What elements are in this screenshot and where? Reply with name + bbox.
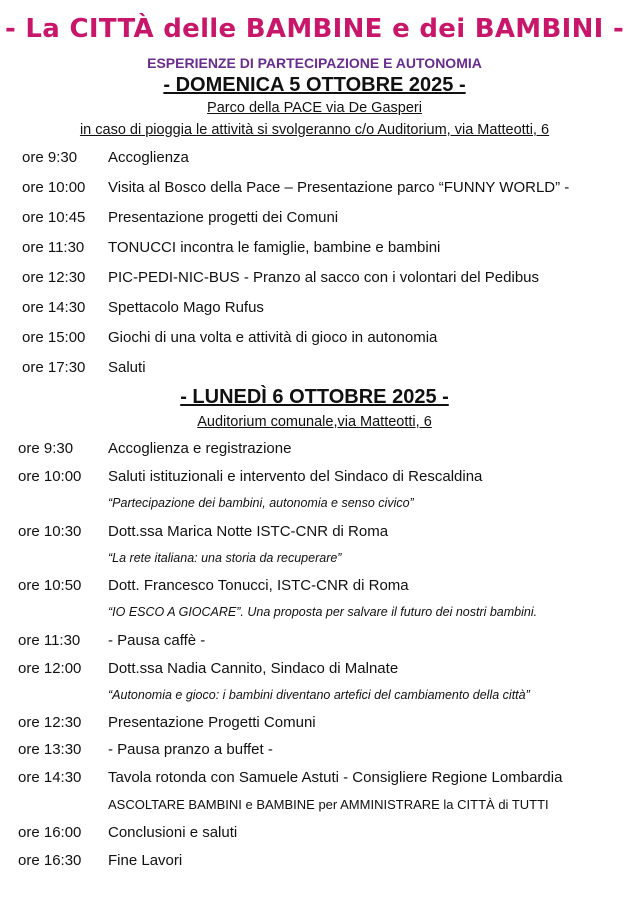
- row-activity: Accoglienza e registrazione: [108, 440, 292, 457]
- talk-subtitle: “La rete italiana: una storia da recuperare”: [108, 551, 342, 565]
- row-time: ore 9:30: [22, 149, 78, 166]
- talk-subtitle: “IO ESCO A GIOCARE”. Una proposta per salvare il futuro dei nostri bambini.: [108, 605, 538, 619]
- row-activity: TONUCCI incontra le famiglie, bambine e bambini: [108, 239, 441, 256]
- round-table-theme: ASCOLTARE BAMBINI e BAMBINE per AMMINISTRARE la CITTÀ di TUTTI: [108, 797, 549, 812]
- day2-row-8: [0, 741, 629, 761]
- day1-row-2: [0, 179, 629, 199]
- row-time: ore 12:00: [18, 660, 82, 677]
- row-activity: Accoglienza: [108, 149, 189, 166]
- row-time: ore 10:00: [22, 179, 86, 196]
- row-activity: Dott.ssa Marica Notte ISTC-CNR di Roma: [108, 523, 389, 540]
- day2-row-1: [0, 440, 629, 460]
- day2-row-9: [0, 769, 629, 789]
- row-activity: Dott.ssa Nadia Cannito, Sindaco di Malnate: [108, 660, 399, 677]
- row-time: ore 14:30: [18, 769, 82, 786]
- row-activity: Saluti istituzionali e intervento del Sindaco di Rescaldina: [108, 468, 483, 485]
- row-time: ore 17:30: [22, 359, 86, 376]
- row-time: ore 11:30: [22, 239, 85, 256]
- day2-venue: Auditorium comunale,via Matteotti, 6: [197, 414, 432, 430]
- row-time: ore 12:30: [22, 269, 86, 286]
- page-subtitle: ESPERIENZE DI PARTECIPAZIONE E AUTONOMIA: [147, 55, 482, 71]
- day1-row-3: [0, 209, 629, 229]
- row-activity: Giochi di una volta e attività di gioco in autonomia: [108, 329, 438, 346]
- row-time: ore 10:00: [18, 468, 82, 485]
- row-activity: Spettacolo Mago Rufus: [108, 299, 264, 316]
- day2-row-10: [0, 824, 629, 844]
- day1-venue: Parco della PACE via De Gasperi: [207, 100, 422, 116]
- row-time: ore 16:30: [18, 852, 82, 869]
- page-title: - La CITTÀ delle BAMBINE e dei BAMBINI -: [4, 14, 625, 44]
- day1-row-5: [0, 269, 629, 289]
- day2-heading: - LUNEDÌ 6 OTTOBRE 2025 -: [180, 386, 449, 408]
- day2-row-7: [0, 714, 629, 734]
- row-time: ore 16:00: [18, 824, 82, 841]
- day2-row-6: [0, 660, 629, 680]
- row-time: ore 10:50: [18, 577, 82, 594]
- row-time: ore 15:00: [22, 329, 86, 346]
- day1-row-1: [0, 149, 629, 169]
- row-activity: Conclusioni e saluti: [108, 824, 238, 841]
- row-time: ore 10:30: [18, 523, 82, 540]
- day2-row-4: [0, 577, 629, 597]
- day1-row-7: [0, 329, 629, 349]
- row-time: ore 9:30: [18, 440, 74, 457]
- day1-row-4: [0, 239, 629, 259]
- day1-row-8: [0, 359, 629, 379]
- row-activity: - Pausa caffè -: [108, 632, 206, 649]
- row-activity: - Pausa pranzo a buffet -: [108, 741, 273, 758]
- day2-row-5: [0, 632, 629, 652]
- talk-subtitle: “Partecipazione dei bambini, autonomia e senso civico”: [108, 496, 414, 510]
- row-time: ore 14:30: [22, 299, 86, 316]
- row-time: ore 11:30: [18, 632, 81, 649]
- row-activity: Presentazione Progetti Comuni: [108, 714, 316, 731]
- row-time: ore 10:45: [22, 209, 86, 226]
- row-activity: Visita al Bosco della Pace – Presentazione parco “FUNNY WORLD” -: [108, 179, 570, 196]
- row-activity: PIC-PEDI-NIC-BUS - Pranzo al sacco con i volontari del Pedibus: [108, 269, 540, 286]
- day1-row-6: [0, 299, 629, 319]
- day2-row-11: [0, 852, 629, 872]
- row-activity: Saluti: [108, 359, 146, 376]
- day2-row-2: [0, 468, 629, 488]
- row-time: ore 13:30: [18, 741, 82, 758]
- day1-heading: - DOMENICA 5 OTTOBRE 2025 -: [163, 74, 466, 96]
- row-activity: Fine Lavori: [108, 852, 183, 869]
- row-activity: Dott. Francesco Tonucci, ISTC-CNR di Roma: [108, 577, 409, 594]
- row-activity: Presentazione progetti dei Comuni: [108, 209, 339, 226]
- talk-subtitle: “Autonomia e gioco: i bambini diventano artefici del cambiamento della città”: [108, 688, 530, 702]
- row-activity: Tavola rotonda con Samuele Astuti - Consigliere Regione Lombardia: [108, 769, 563, 786]
- row-time: ore 12:30: [18, 714, 82, 731]
- day2-row-3: [0, 523, 629, 543]
- day1-rain-note: in caso di pioggia le attività si svolgeranno c/o Auditorium, via Matteotti, 6: [79, 122, 550, 138]
